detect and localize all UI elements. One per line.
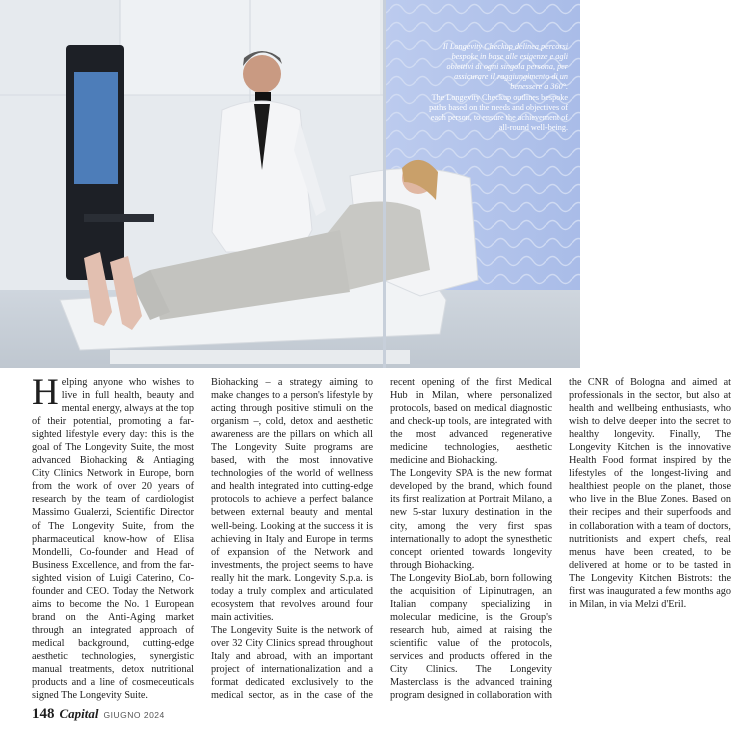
- article-paragraph: Biohacking – a strategy aiming to make changes to a person's lifestyle by acting through positive stimuli on the organism –, cold, detox and aesthetic awareness are the pillars on which all The Longevity Suite programs are based, with the most innovative technologies of the world of wellness and health integrated into cutting-edge protocols to achieve a perfect balance between external beauty and mental well-being. Looking at the success it is achieving in Italy and Europe in terms of expansion of the Network and investments, the project seems to have really hit the mark. Longevity S.p.a. is today a truly complex and articulated ecosystem that revolves around four main activities.: [211, 377, 373, 623]
- issue-date: GIUGNO 2024: [103, 710, 165, 720]
- article-paragraph-text: elping anyone who wishes to live in full health, beauty and mental energy, always at the top of their potential, promoting a far-sighted lifestyle every day: this is the goal of The Longevity Suite, the most advanced Biohacking & Antiaging City Clinics Network in Europe, born from the work of over 20 years of research by the team of cardiologist Massimo Gualerzi, Scientific Director of The Longevity Suite, from the pharmaceutical know-how of Elisa Mondelli, Co-founder and Head of Business Excellence, and from the far-sighted vision of Luigi Caterino, Co-founder and CEO. Today the Network aims to become the No. 1 European brand on the Anti-Aging market through an integrated approach of medical background, cutting-edge aesthetic technologies, synergistic manual treatments, detox nutritional products and a line of cosmeceuticals signed The Longevity Suite.: [32, 377, 194, 702]
- drop-cap: H: [32, 372, 59, 413]
- page-number: 148: [32, 706, 55, 722]
- page-footer: [32, 706, 165, 726]
- photo-caption: [428, 42, 568, 133]
- magazine-name: Capital: [59, 706, 99, 721]
- article-body: [32, 372, 731, 706]
- article-paragraph: The Longevity Suite is the network of over 32 City Clinics spread throughout Italy and abroad, with an important project of internationalization and a format dedicated exclusively to the medical sector, as in the case of the recent opening of the first Medical Hub in Milan, where personalized protocols, based on medical diagnostic and check-up tools, are integrated with the most advanced regenerative medicine technologies, aesthetic medicine and Biohacking.: [211, 377, 552, 702]
- article-paragraph: [32, 372, 194, 702]
- photo-caption-english: The Longevity Checkup outlines bespoke paths based on the needs and objectives of each person, to ensure the achievement of all-round well-being.: [429, 93, 568, 132]
- article-paragraph: The Longevity SPA is the new format developed by the brand, which found its first realization at Portrait Milano, a new 5-star luxury destination in the city, among the very first spas internationally to adopt the synesthetic concept oriented towards longevity through Biohacking.: [390, 468, 552, 571]
- article-paragraph: The Longevity BioLab, born following the acquisition of Lipinutragen, an Italian company specializing in molecular medicine, is the Group's research hub, aimed at raising the scientific value of the protocols, services and products offered in the City Clinics. The Longevity Masterclass is the advanced training program designed in collaboration with the CNR of Bologna and aimed at professionals in the sector, but also at health and wellbeing enthusiasts, who wish to delve deeper into the secret to healthy longevity. Finally, The Longevity Kitchen is the innovative Health Food format inspired by the lifestyles of the longest-living and healthiest people on the planet, those who live in the Blue Zones. Based on their recipes and their superfoods and in collaboration with a team of doctors, nutritionists and expert chefs, real menus have been created, to be delivered at home or to be tasted in The Longevity Kitchen Bistrots: the first was inaugurated a few months ago in Milan, in via Melzi d'Eril.: [390, 377, 731, 702]
- article-photo: [0, 0, 580, 368]
- photo-caption-italian: Il Longevity Checkup delinea percorsi bespoke in base alle esigenze e agli obiettivi di ogni singola persona, per assicurare il raggiungimento di un benessere a 360°.: [442, 42, 568, 91]
